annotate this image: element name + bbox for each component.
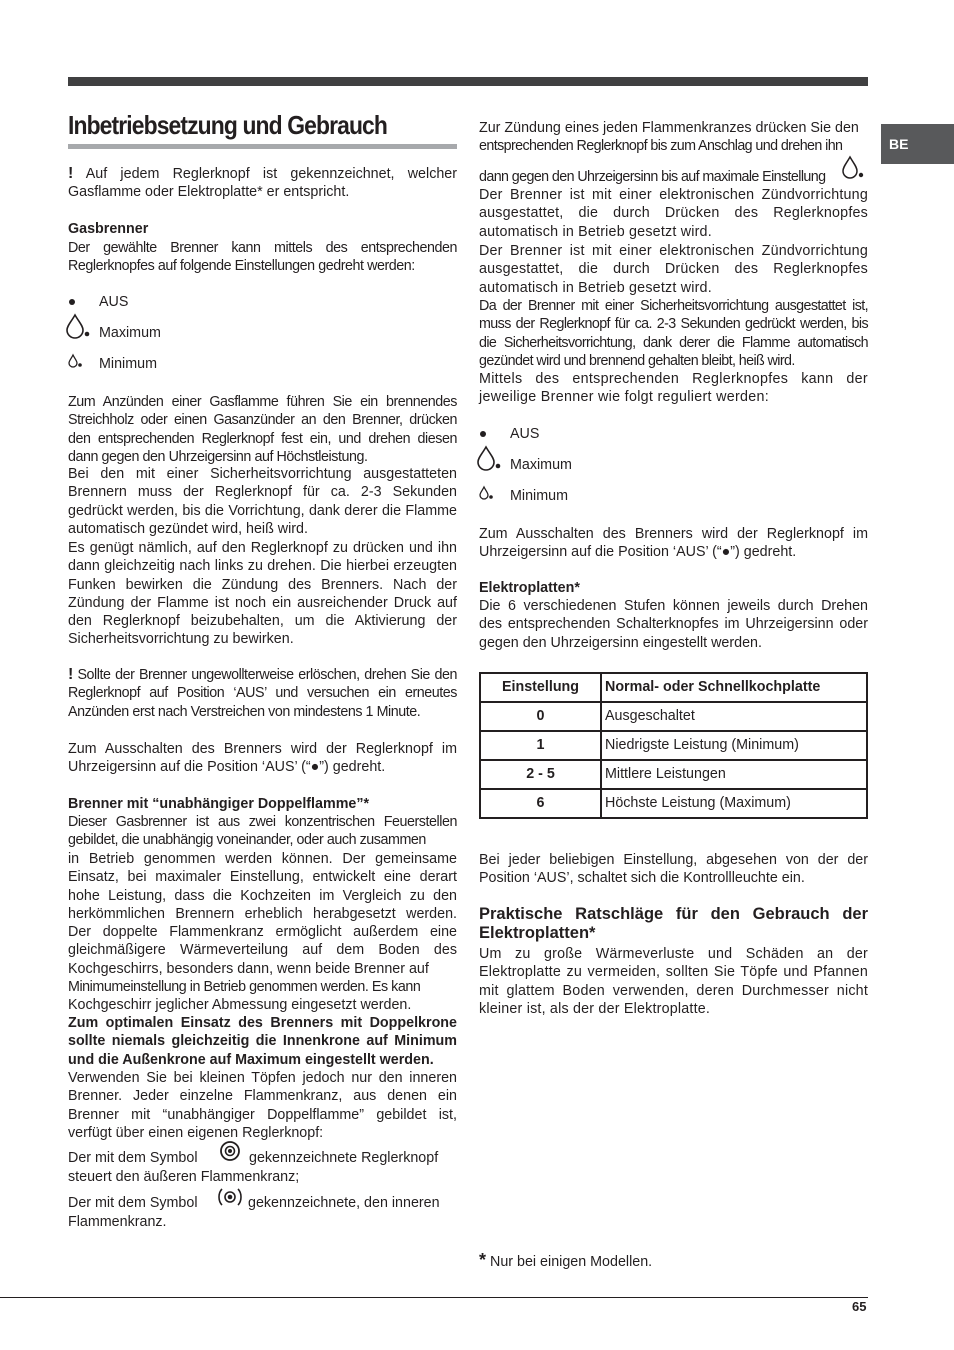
- table-header: Einstellung: [480, 673, 601, 702]
- off-paragraph: Zum Ausschalten des Brenners wird der Reglerknopf im Uhrzeigersinn auf die Position ‘AUS’ (“●”) gedreht.: [68, 741, 457, 776]
- setting-label: Maximum: [510, 456, 572, 473]
- table-header-row: [480, 673, 867, 702]
- double-flame-text-2: in Betrieb genommen werden können. Der gemeinsame Einsatz, bei maximaler Einstellung, entwickelt eine derart hohe Leistung, dass die Kochzeiten im Vergleich zu den herkömmlichen Brennern erheblich herabgesetzt werden. Der doppelte Flammenkranz ermöglicht außerdem eine gleichmäßigere Wärmeverteilung auf dem Boden des Kochgeschirrs, besonders dann, wenn beide Brenner auf: [68, 851, 457, 977]
- footnote: [479, 1251, 652, 1271]
- gas-intro: Der gewählte Brenner kann mittels des entsprechenden Reglerknopfes auf folgende Einstellungen gedreht werden:: [68, 240, 457, 275]
- symbol-inner-line-2: Flammenkranz.: [68, 1214, 167, 1230]
- safety-paragraph: Bei den mit einer Sicherheitsvorrichtung ausgestatteten Brennern muss der Reglerknopf für ca. 2-3 Sekunden gedrückt werden, bis die Vorrichtung, dank derer die Flamme automatisch gezündet wird, heiß wird.: [68, 466, 457, 537]
- double-flame-heading: Brenner mit “unabhängiger Doppelflamme”*: [68, 796, 370, 812]
- setting-label: Minimum: [510, 487, 568, 504]
- symbol-outer-line: [68, 1149, 457, 1167]
- title-underline: [68, 144, 457, 149]
- symbol-text-post: gekennzeichnete, den inneren: [248, 1195, 440, 1211]
- ignite-ring-text: dann gegen den Uhrzeigersinn bis auf maximale Einstellung: [479, 169, 826, 185]
- double-flame-bold-note: Zum optimalen Einsatz des Brenners mit Doppelkrone sollte niemals gleichzeitig die Innenkrone auf Minimum und die Außenkrone auf Maximum eingestellt werden.: [68, 1015, 457, 1068]
- table-cell: Mittlere Leistungen: [601, 760, 867, 789]
- warning-mark: !: [68, 666, 73, 683]
- setting-label: Maximum: [99, 324, 161, 341]
- header-bar: [68, 77, 868, 86]
- tips-heading: Praktische Ratschläge für den Gebrauch der Elektroplatten*: [479, 905, 868, 942]
- setting-maximum: [68, 323, 161, 343]
- setting-label: Minimum: [99, 355, 157, 372]
- double-flame-text-1: Dieser Gasbrenner ist aus zwei konzentrischen Feuerstellen gebildet, die unabhängig voneinander, oder auch zusammen: [68, 814, 457, 849]
- table-cell: Ausgeschaltet: [601, 702, 867, 731]
- warning-paragraph-2: [68, 666, 457, 721]
- off-paragraph: Zum Ausschalten des Brenners wird der Reglerknopf im Uhrzeigersinn auf die Position ‘AUS’ (“●”) gedreht.: [479, 526, 868, 561]
- outer-flame-ring-icon: [217, 1140, 243, 1164]
- symbol-inner-line: [68, 1194, 457, 1212]
- symbol-text-pre: Der mit dem Symbol: [68, 1195, 198, 1211]
- electronic-ignition-2: Der Brenner ist mit einer elektronischen Zündvorrichtung ausgestattet, die durch Drücken des Reglerknopfes automatisch in Betrieb gesetzt wird.: [479, 243, 868, 296]
- table-row: [480, 731, 867, 760]
- tips-text: Um zu große Wärmeverluste und Schäden an der Elektroplatte zu vermeiden, sollten Sie Töpfe und Pfannen mit glattem Boden verwenden, deren Durchmesser nicht kleiner ist, als der der Elektroplatte.: [479, 946, 868, 1017]
- symbol-text-pre: Der mit dem Symbol: [68, 1150, 198, 1166]
- off-dot-icon: [68, 292, 99, 312]
- ignite-ring-line-3: [479, 168, 868, 186]
- warning-text: Sollte der Brenner ungewollterweise erlöschen, drehen Sie den Reglerknopf auf Position ‘AUS’ und versuchen ein erneutes Anzünden erst nach Verstreichen von mindestens 1 Minute.: [68, 667, 457, 720]
- page-number: 65: [852, 1299, 867, 1314]
- setting-maximum: [479, 455, 572, 475]
- ignite-paragraph: Zum Anzünden einer Gasflamme führen Sie ein brennendes Streichholz oder einen Gasanzünder an den Brenner, drücken den entsprechenden Reglerknopf fest ein, und drehen diesen dann gegen den Uhrzeigersinn auf Höchstleistung.: [68, 394, 457, 465]
- table-row: [480, 789, 867, 818]
- symbol-outer-line-2: steuert den äußeren Flammenkranz;: [68, 1169, 300, 1185]
- setting-minimum: [479, 486, 568, 506]
- setting-off: [479, 424, 539, 444]
- table-header: Normal- oder Schnellkochplatte: [601, 673, 867, 702]
- footnote-text: Nur bei einigen Modellen.: [490, 1254, 653, 1270]
- table-cell: Niedrigste Leistung (Minimum): [601, 731, 867, 760]
- off-dot-icon: [479, 424, 510, 444]
- elektro-text: Die 6 verschiedenen Stufen können jeweils durch Drehen des entsprechenden Schalterknopfes im Uhrzeigersinn oder gegen den Uhrzeigersinn eingestellt werden.: [479, 598, 868, 651]
- spark-paragraph: Es genügt nämlich, auf den Reglerknopf zu drücken und ihn dann gleichzeitig nach links zu drehen. Die hierbei erzeugten Funken bewirken die Zündung des Brenners. Nach der Zündung der Flamme ist noch ein ausreichender Druck auf den Reglerknopf beizubehalten, um die Aktivierung der Sicherheitsvorrichtung zu bewirken.: [68, 540, 457, 648]
- footer-rule: [0, 1297, 868, 1298]
- page-title: Inbetriebsetzung und Gebrauch: [68, 110, 387, 140]
- table-row: [480, 760, 867, 789]
- large-flame-icon: [479, 455, 510, 475]
- elektro-heading: Elektroplatten*: [479, 580, 580, 596]
- symbol-text-post: gekennzeichnete Reglerknopf: [249, 1150, 439, 1166]
- table-cell: 0: [480, 702, 601, 731]
- ignite-ring-line-2: entsprechenden Reglerknopf bis zum Anschlag und drehen ihn: [479, 138, 843, 154]
- large-flame-icon: [68, 323, 99, 343]
- table-cell: 2 - 5: [480, 760, 601, 789]
- double-flame-text-3: Minimumeinstellung in Betrieb genommen werden. Es kann: [68, 979, 421, 995]
- settings-table: [479, 672, 868, 819]
- language-tab[interactable]: BE: [881, 124, 954, 164]
- small-flame-icon: [68, 354, 99, 374]
- setting-label: AUS: [99, 293, 129, 310]
- table-cell: 6: [480, 789, 601, 818]
- table-cell: Höchste Leistung (Maximum): [601, 789, 867, 818]
- regulate-paragraph: Mittels des entsprechenden Reglerknopfes kann der jeweilige Brenner wie folgt reguliert werden:: [479, 371, 868, 406]
- double-flame-text-5: Verwenden Sie bei kleinen Töpfen jedoch nur den inneren Brenner. Jeder einzelne Flammenkranz, aus denen ein Brenner mit “unabhängiger Doppelflamme” gebildet ist, verfügt über einen eigenen Reglerknopf:: [68, 1070, 457, 1141]
- small-flame-icon: [479, 486, 510, 506]
- footnote-mark: *: [479, 1250, 487, 1270]
- table-row: [480, 702, 867, 731]
- setting-off: [68, 292, 128, 312]
- ignite-ring-line-1: Zur Zündung eines jeden Flammenkranzes drücken Sie den: [479, 120, 859, 136]
- warning-text: Auf jedem Reglerknopf ist gekennzeichnet, welcher Gasflamme oder Elektroplatte* er entspricht.: [68, 166, 458, 201]
- warning-mark: !: [68, 165, 74, 182]
- control-lamp-paragraph: Bei jeder beliebigen Einstellung, abgesehen von der der Position ‘AUS’, schaltet sich die Kontrollleuchte ein.: [479, 852, 868, 887]
- warning-paragraph-1: [68, 165, 457, 202]
- electronic-ignition-1: Der Brenner ist mit einer elektronischen Zündvorrichtung ausgestattet, die durch Drücken des Reglerknopfes automatisch in Betrieb gesetzt wird.: [479, 187, 868, 240]
- safety-device-paragraph: Da der Brenner mit einer Sicherheitsvorrichtung ausgestattet ist, muss der Reglerknopf für ca. 2-3 Sekunden gedrückt werden, bis die Sicherheitsvorrichtung, dank derer die Flamme automatisch gezündet wird und brennend gehalten bleibt, heiß wird.: [479, 298, 868, 369]
- gas-heading: Gasbrenner: [68, 221, 149, 237]
- setting-label: AUS: [510, 425, 540, 442]
- setting-minimum: [68, 354, 157, 374]
- table-cell: 1: [480, 731, 601, 760]
- double-flame-text-4: Kochgeschirr jeglicher Abmessung eingesetzt werden.: [68, 997, 412, 1013]
- large-flame-icon: [842, 155, 868, 181]
- inner-flame-ring-icon: [216, 1185, 244, 1211]
